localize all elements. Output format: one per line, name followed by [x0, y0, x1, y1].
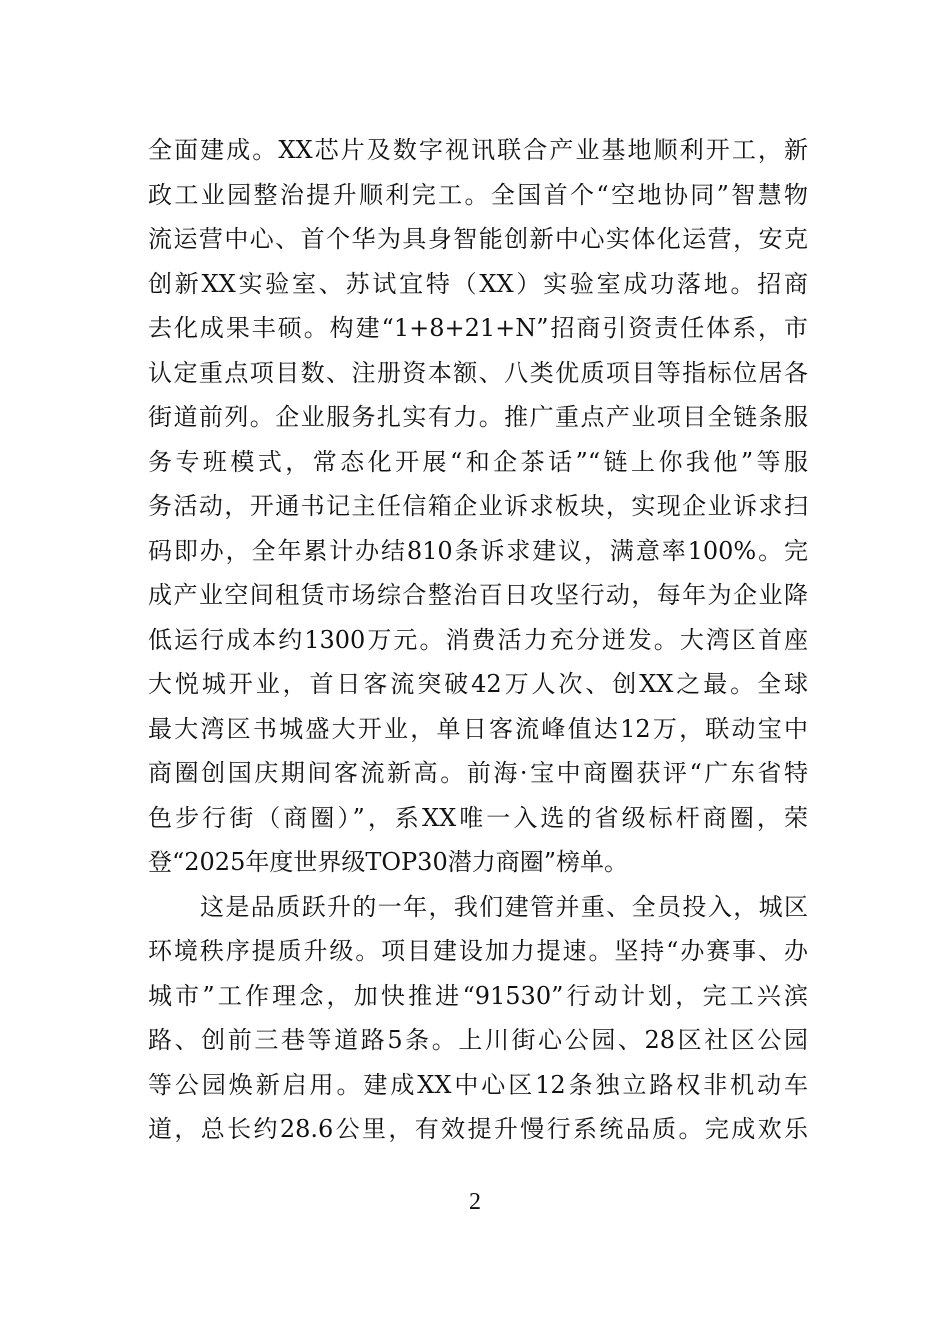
paragraph-1 [148, 128, 808, 885]
paragraph-2 [148, 885, 808, 1152]
text-line: 流运营中心、首个华为具身智能创新中心实体化运营，安克 [148, 225, 808, 253]
text-line: 城市”工作理念，加快推进“91530”行动计划，完工兴滨 [148, 981, 808, 1010]
body-text [148, 128, 808, 1152]
text-line: 环境秩序提质升级。项目建设加力提速。坚持“办赛事、办 [148, 937, 808, 965]
text-line: 创新XX实验室、苏试宜特（XX）实验室成功落地。招商 [148, 269, 808, 298]
text-line: 路、创前三巷等道路5条。上川街心公园、28区社区公园 [148, 1026, 808, 1054]
text-line: 大悦城开业，首日客流突破42万人次、创XX之最。全球 [148, 670, 808, 698]
text-line: 最大湾区书城盛大开业，单日客流峰值达12万，联动宝中 [148, 714, 808, 743]
text-line: 成产业空间租赁市场综合整治百日攻坚行动，每年为企业降 [148, 581, 808, 609]
text-line: 全面建成。XX芯片及数字视讯联合产业基地顺利开工，新 [148, 136, 808, 164]
text-line: 务活动，开通书记主任信箱企业诉求板块，实现企业诉求扫 [148, 492, 808, 520]
text-line: 道，总长约28.6公里，有效提升慢行系统品质。完成欢乐 [148, 1115, 808, 1143]
text-line: 等公园焕新启用。建成XX中心区12条独立路权非机动车 [148, 1070, 808, 1099]
text-line: 低运行成本约1300万元。消费活力充分迸发。大湾区首座 [148, 625, 808, 654]
text-line: 认定重点项目数、注册资本额、八类优质项目等指标位居各 [148, 358, 808, 387]
text-line: 这是品质跃升的一年，我们建管并重、全员投入，城区 [200, 892, 808, 921]
text-line: 街道前列。企业服务扎实有力。推广重点产业项目全链条服 [148, 403, 808, 431]
page-number: 2 [469, 1189, 481, 1215]
text-line: 商圈创国庆期间客流新高。前海·宝中商圈获评“广东省特 [148, 759, 808, 787]
text-line: 登“2025年度世界级TOP30潜力商圈”榜单。 [148, 848, 628, 876]
text-line: 去化成果丰硕。构建“1+8+21+N”招商引资责任体系，市 [148, 314, 808, 342]
text-line: 政工业园整治提升顺利完工。全国首个“空地协同”智慧物 [148, 180, 808, 209]
text-line: 务专班模式，常态化开展“和企茶话”“链上你我他”等服 [148, 447, 808, 476]
text-line: 色步行街（商圈）”，系XX唯一入选的省级标杆商圈，荣 [148, 803, 808, 832]
text-line: 码即办，全年累计办结810条诉求建议，满意率100%。完 [148, 536, 808, 565]
